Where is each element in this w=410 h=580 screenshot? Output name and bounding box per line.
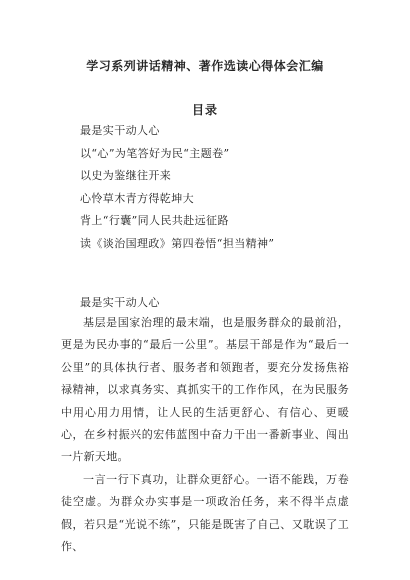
body-paragraph: 一言一行下真功，让群众更舒心。一语不能践，万卷徒空虚。为群众办实事是一项政治任务，来不得半点虚假，若只是“光说不练”，只能是既害了自己、又耽误了工作、 [61, 473, 349, 554]
toc-item: 背上“行囊”同人民共赴远征路 [80, 214, 229, 228]
toc-item: 以“心”为笔答好为民“主题卷” [80, 146, 230, 160]
body-paragraph: 基层是国家治理的最末端，也是服务群众的最前沿，更是为民办事的“最后一公里”。基层干部是作为“最后一公里”的具体执行者、服务者和领跑者，要充分发扬焦裕禄精神，以求真务实、真抓实干的工作作风，在为民服务中用心用力用情，让人民的生活更舒心、有信心、更暖心，在乡村振兴的宏伟蓝图中奋力干出一番新事业、闯出一片新天地。 [61, 316, 349, 464]
toc-item: 读《谈治国理政》第四卷悟“担当精神” [80, 236, 275, 250]
toc-item: 最是实干动人心 [80, 124, 160, 137]
table-of-contents [80, 120, 274, 256]
toc-heading: 目录 [191, 103, 218, 117]
section-heading: 最是实干动人心 [80, 296, 160, 309]
document-title: 学习系列讲话精神、著作选读心得体会汇编 [86, 59, 324, 73]
toc-item: 以史为鉴继往开来 [80, 169, 172, 183]
toc-item: 心怜草木青方得乾坤大 [80, 191, 194, 205]
